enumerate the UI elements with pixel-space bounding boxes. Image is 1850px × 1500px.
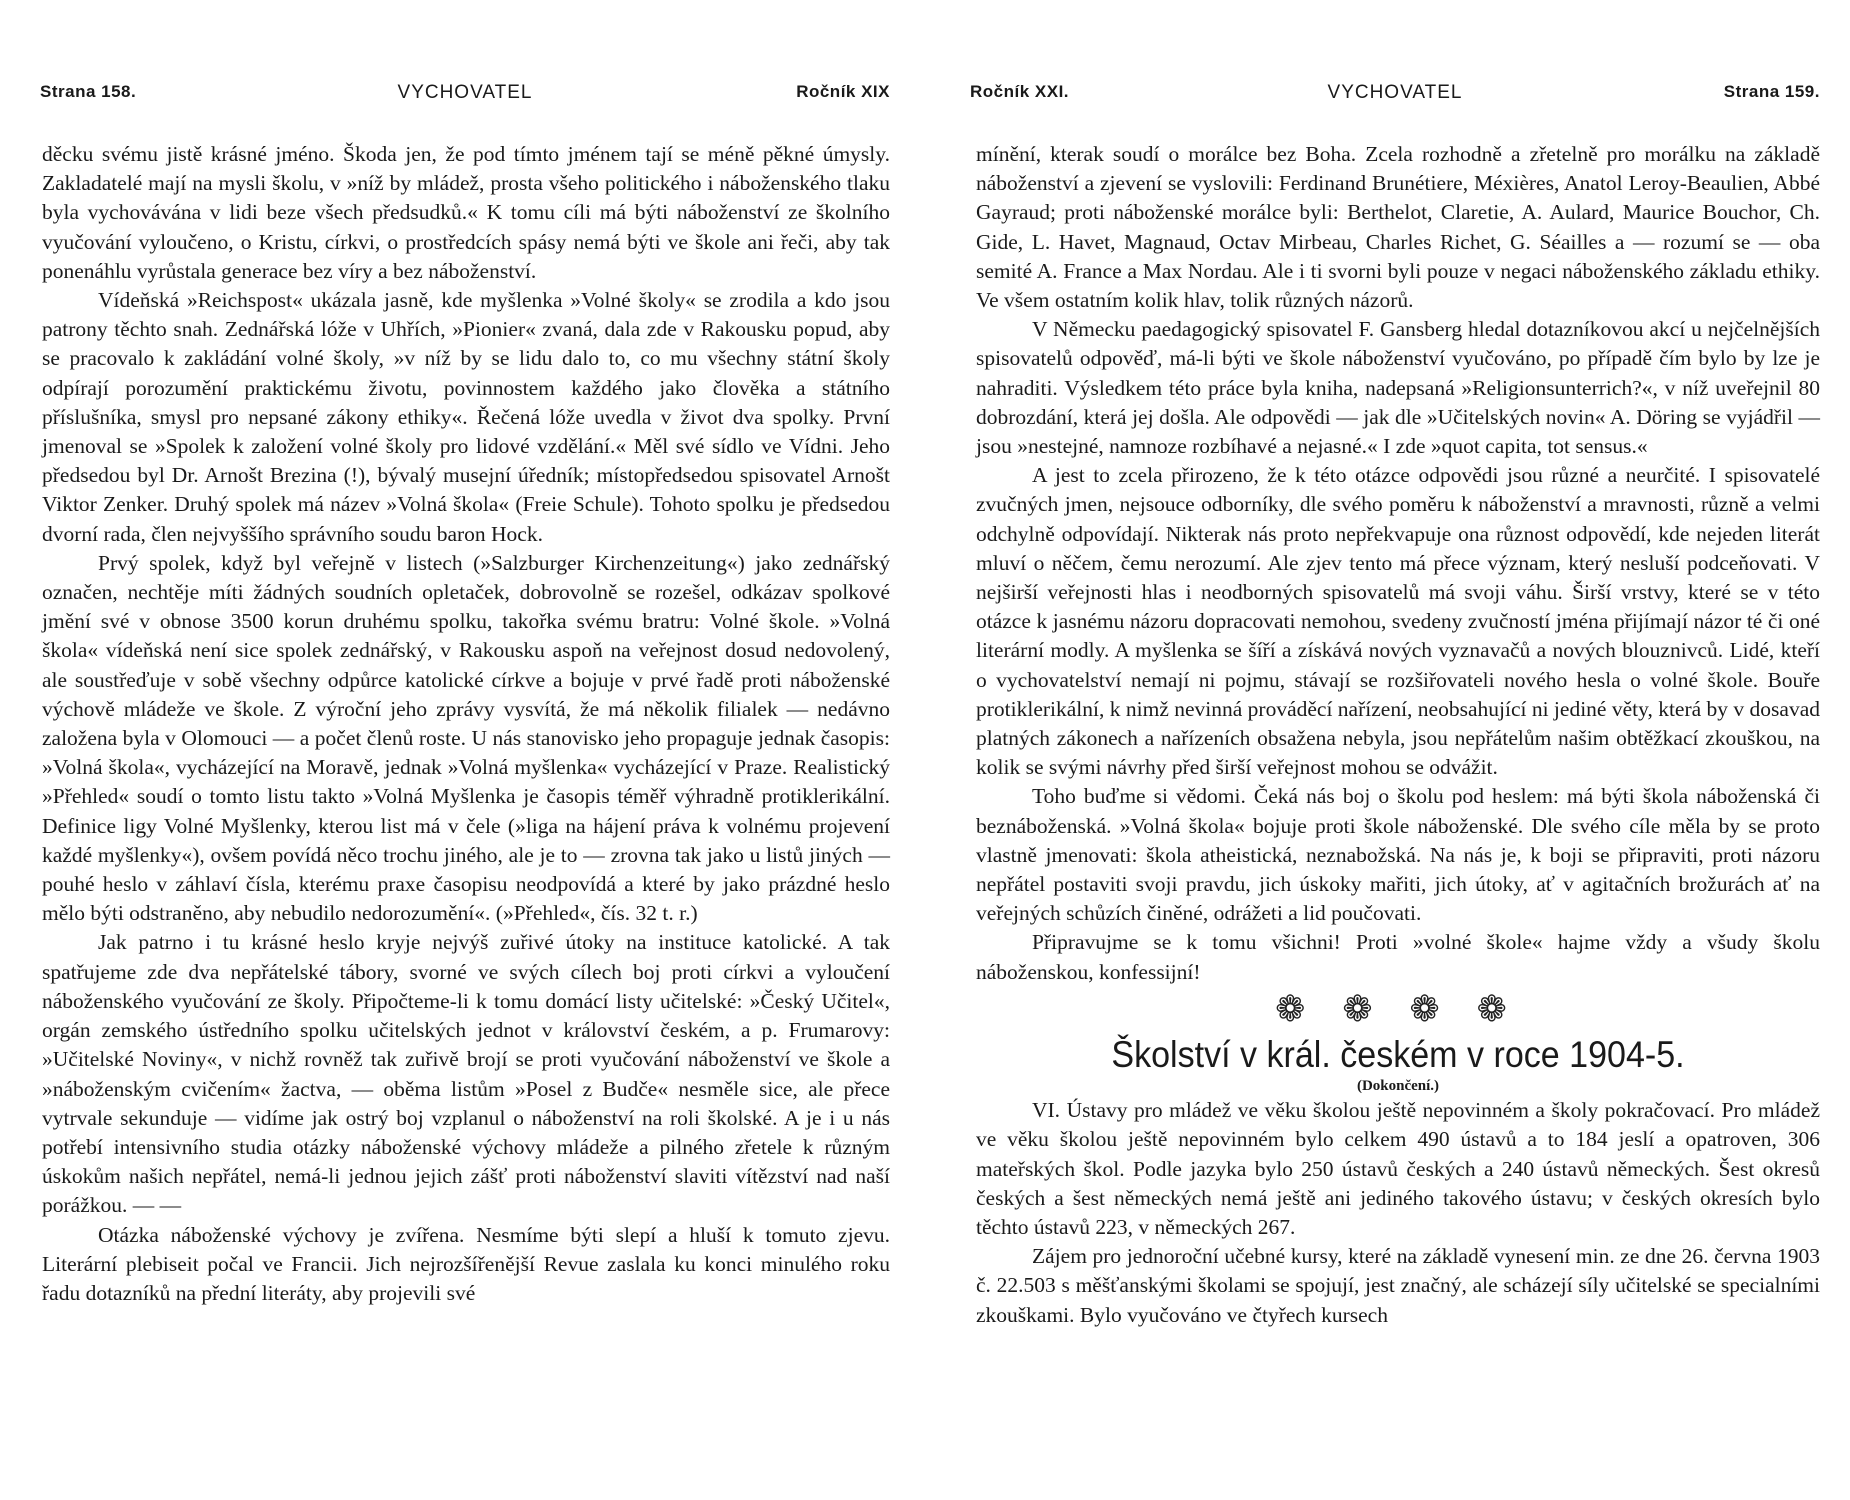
paragraph: Toho buďme si vědomi. Čeká nás boj o školu pod heslem: má býti škola náboženská či beznáboženská. »Volná škola« bojuje proti škole náboženské. Dle svého cíle měla by se proto vlastně jmenovati: škola atheistická, neznabožská. Na nás je, k boji se připraviti, proti názoru nepřátel postaviti svoji pravdu, jich úskoky mařiti, jich útoky, ať v agitačních brožurách ať na veřejných schůzích činěné, odrážeti a lid poučovati. <box>976 784 1820 926</box>
paragraph: mínění, kterak soudí o morálce bez Boha. Zcela rozhodně a zřetelně pro morálku na základě náboženství a zjevení se vyslovili: Ferdinand Brunétiere, Méxières, Anatol Leroy-Beaulien, Abbé Gayraud; proti náboženské morálce byli: Berthelot, Claretie, A. Aulard, Maurice Bouchor, Ch. Gide, L. Havet, Magnaud, Octav Mirbeau, Charles Richet, G. Séailles a — rozumí se — oba semité A. France a Max Nordau. Ale i ti svorni byli pouze v negaci náboženského základu ethiky. Ve všem ostatním kolik hlav, tolik různých názorů. <box>976 142 1820 313</box>
left-running-head <box>40 82 890 112</box>
flower-ornament-icon: ❁ ❁ ❁ ❁ <box>1275 988 1521 1029</box>
journal-title: VYCHOVATEL <box>397 82 533 103</box>
paragraph: VI. Ústavy pro mládež ve věku školou ještě nepovinném a školy pokračovací. Pro mládež ve věku školou ještě nepovinném bylo celkem 490 ústavů a to 184 jeslí a opatroven, 306 mateřských škol. Podle jazyka bylo 250 ústavů českých a 240 ústavů německých. Šest okresů českých a šest německých nemá ještě ani jediného takového ústavu; v českých okresích bylo těchto ústavů 223, v německých 267. <box>976 1098 1820 1239</box>
page-number: Strana 158. <box>40 82 137 101</box>
paragraph: Zájem pro jednoroční učebné kursy, které na základě vynesení min. ze dne 26. června 1903 č. 22.503 s měšťanskými školami se spojují, jest značný, ale scházejí síly učitelské se specialními zkouškami. Bylo vyučováno ve čtyřech kursech <box>976 1244 1820 1327</box>
left-body <box>42 140 890 1308</box>
paragraph: děcku svému jistě krásné jméno. Škoda jen, že pod tímto jménem tají se méně pěkné úmysly. Zakladatelé mají na mysli školu, v »níž by mládež, prosta všeho politického i náboženského tlaku byla vychovávána v lidi beze všech předsudků.« K tomu cíli má býti náboženství ze školního vyučování vyloučeno, o Kristu, církvi, o prostředcích spásy nemá býti ve škole ani řeči, aby tak ponenáhlu vyrůstala generace bez víry a bez náboženství. <box>42 142 890 283</box>
paragraph: Vídeňská »Reichspost« ukázala jasně, kde myšlenka »Volné školy« se zrodila a kdo jsou patrony těchto snah. Zednářská lóže v Uhřích, »Pionier« zvaná, dala zde v Rakousku popud, aby se pracovalo k zakládání volné školy, »v níž by se lidu dalo to, co mu všechny státní školy odpírají porozumění praktickému životu, povinnostem každého jako člověka a státního příslušníka, smysl pro nepsané zákony ethiky«. Řečená lóže uvedla v život dva spolky. První jmenoval se »Spolek k založení volné školy pro lidové vzdělání.« Měl své sídlo ve Vídni. Jeho předsedou byl Dr. Arnošt Brezina (!), bývalý musejní úředník; místopředsedou spisovatel Arnošt Viktor Zenker. Druhý spolek má název »Volná škola« (Freie Schule). Tohoto spolku je předsedou dvorní rada, člen nejvyššího správního soudu baron Hock. <box>42 288 890 546</box>
section-title: Školství v král. českém v roce 1904-5. <box>1111 1034 1685 1076</box>
paragraph: V Německu paedagogický spisovatel F. Gansberg hledal dotazníkovou akcí u nejčelnějších spisovatelů odpověď, má-li býti ve škole náboženství vyučováno, po případě čím bylo by lze je nahraditi. Výsledkem této práce byla kniha, nadepsaná »Religionsunterrich?«, v níž uveřejnil 80 dobrozdání, která jej došla. Ale odpovědi — jak dle »Učitelských novin« A. Döring se vyjádřil — jsou »nestejné, namnoze rozbíhavé a nejasné.« I zde »quot capita, tot sensus.« <box>976 317 1820 459</box>
right-running-head <box>970 82 1820 112</box>
right-body <box>976 140 1820 1330</box>
paragraph: Otázka náboženské výchovy je zvířena. Nesmíme býti slepí a hluší k tomuto zjevu. Literární plebiseit počal ve Francii. Jich nejrozšířenější Revue zaslala ku konci minulého roku řadu dotazníků na přední literáty, aby projevili své <box>42 1222 890 1305</box>
journal-title: VYCHOVATEL <box>1327 82 1463 103</box>
volume-label: Ročník XIX <box>796 82 890 101</box>
page-number: Strana 159. <box>1723 82 1820 101</box>
volume-label: Ročník XXI. <box>970 82 1070 101</box>
section-subtitle: (Dokončení.) <box>1356 1078 1440 1095</box>
paragraph: Prvý spolek, když byl veřejně v listech (»Salzburger Kirchenzeitung«) jako zednářský označen, nechtěje míti žádných soudních opletaček, dobrovolně se rozešel, odkázav spolkové jmění své v obnose 3500 korun druhému spolku, takořka svému bratru: Volné škole. »Volná škola« vídeňská není sice spolek zednářský, v Rakousku aspoň na veřejnost dosud nedovolený, ale soustřeďuje v sobě všechny odpůrce katolické církve a bojuje v prvé řadě proti náboženské výchově mládeže ve škole. Z výroční jeho zprávy vysvítá, že má několik filialek — nedávno založena byla v Olomouci — a počet členů roste. U nás stanovisko jeho propaguje jednak časopis: »Volná škola«, vycházející na Moravě, jednak »Volná myšlenka« vycházející v Praze. Realistický »Přehled« soudí o tomto listu takto »Volná Myšlenka je časopis téměř výhradně protiklerikální. Definice ligy Volné Myšlenky, kterou list má v čele (»liga na hájení práva k volnému projevení každé myšlenky«), ovšem povídá něco trochu jiného, ale je to — zrovna tak jako u listů jiných — pouhé heslo v záhlaví čísla, kterému praxe časopisu neodpovídá a které by jako prázdné heslo mělo býti odstraněno, aby nebudilo nedorozumění«. (»Přehled«, čís. 32 t. r.) <box>42 550 890 926</box>
paragraph: Jak patrno i tu krásné heslo kryje nejvýš zuřivé útoky na instituce katolické. A tak spatřujeme zde dva nepřátelské tábory, svorné ve svých cílech boj proti církvi a vyloučení náboženského vyučování ze školy. Připočteme-li k tomu domácí listy učitelské: »Český Učitel«, orgán zemského ústředního spolku učitelských jednot v království českém, a p. Frumarovy: »Učitelské Noviny«, v nichž rovněž tak zuřivě brojí se proti vyučování náboženství ve škole a »náboženským cvičením« žactva, — oběma listům »Posel z Budče« nesměle sice, ale přece vytrvale sekunduje — vidíme jak ostrý boj vzplanul o náboženství na roli školské. A je i u nás potřebí intensivního studia otázky náboženské výchovy mládeže a pilného zřetele k různým úskokům našich nepřátel, nemá-li jednou jejich zášť proti náboženství slaviti vítězství nad naší porážkou. — — <box>42 930 890 1218</box>
left-page <box>0 0 890 1500</box>
right-page <box>970 0 1850 1500</box>
paragraph: A jest to zcela přirozeno, že k této otázce odpovědi jsou různé a neurčité. I spisovatelé zvučných jmen, nejsouce odborníky, dle svého poměru k náboženství a mravnosti, různě a velmi odchylně odpovídají. Nikterak nás proto nepřekvapuje ona různost odpovědí, kde nejeden literát mluví o něčem, čemu nerozumí. Ale zjev tento má přece význam, který nesluší podceňovati. V nejširší veřejnosti hlas i neodborných spisovatelů má svoji váhu. Širší vrstvy, které se v této otázce k jasnému názoru dopracovati nemohou, svedeny zvučností jména přijímají názor té či oné literární modly. A myšlenka se šíří a získává nových vyznavačů a nových blouznivců. Lidé, kteří o vychovatelství nemají ni pojmu, stávají se rozšiřovateli nového hesla o volné škole. Bouře protiklerikální, k nimž nevinná prováděcí nařízení, neobsahující ni jediné věty, která by v dosavad platných zákonech a nařízeních obsažena nebyla, jsou nepřátelům našim obtěžkací zkouškou, na kolik se svými návrhy před širší veřejnost mohou se odvážit. <box>976 463 1821 780</box>
paragraph: Připravujme se k tomu všichni! Proti »volné škole« hajme vždy a všudy školu náboženskou, konfessijní! <box>976 930 1820 984</box>
